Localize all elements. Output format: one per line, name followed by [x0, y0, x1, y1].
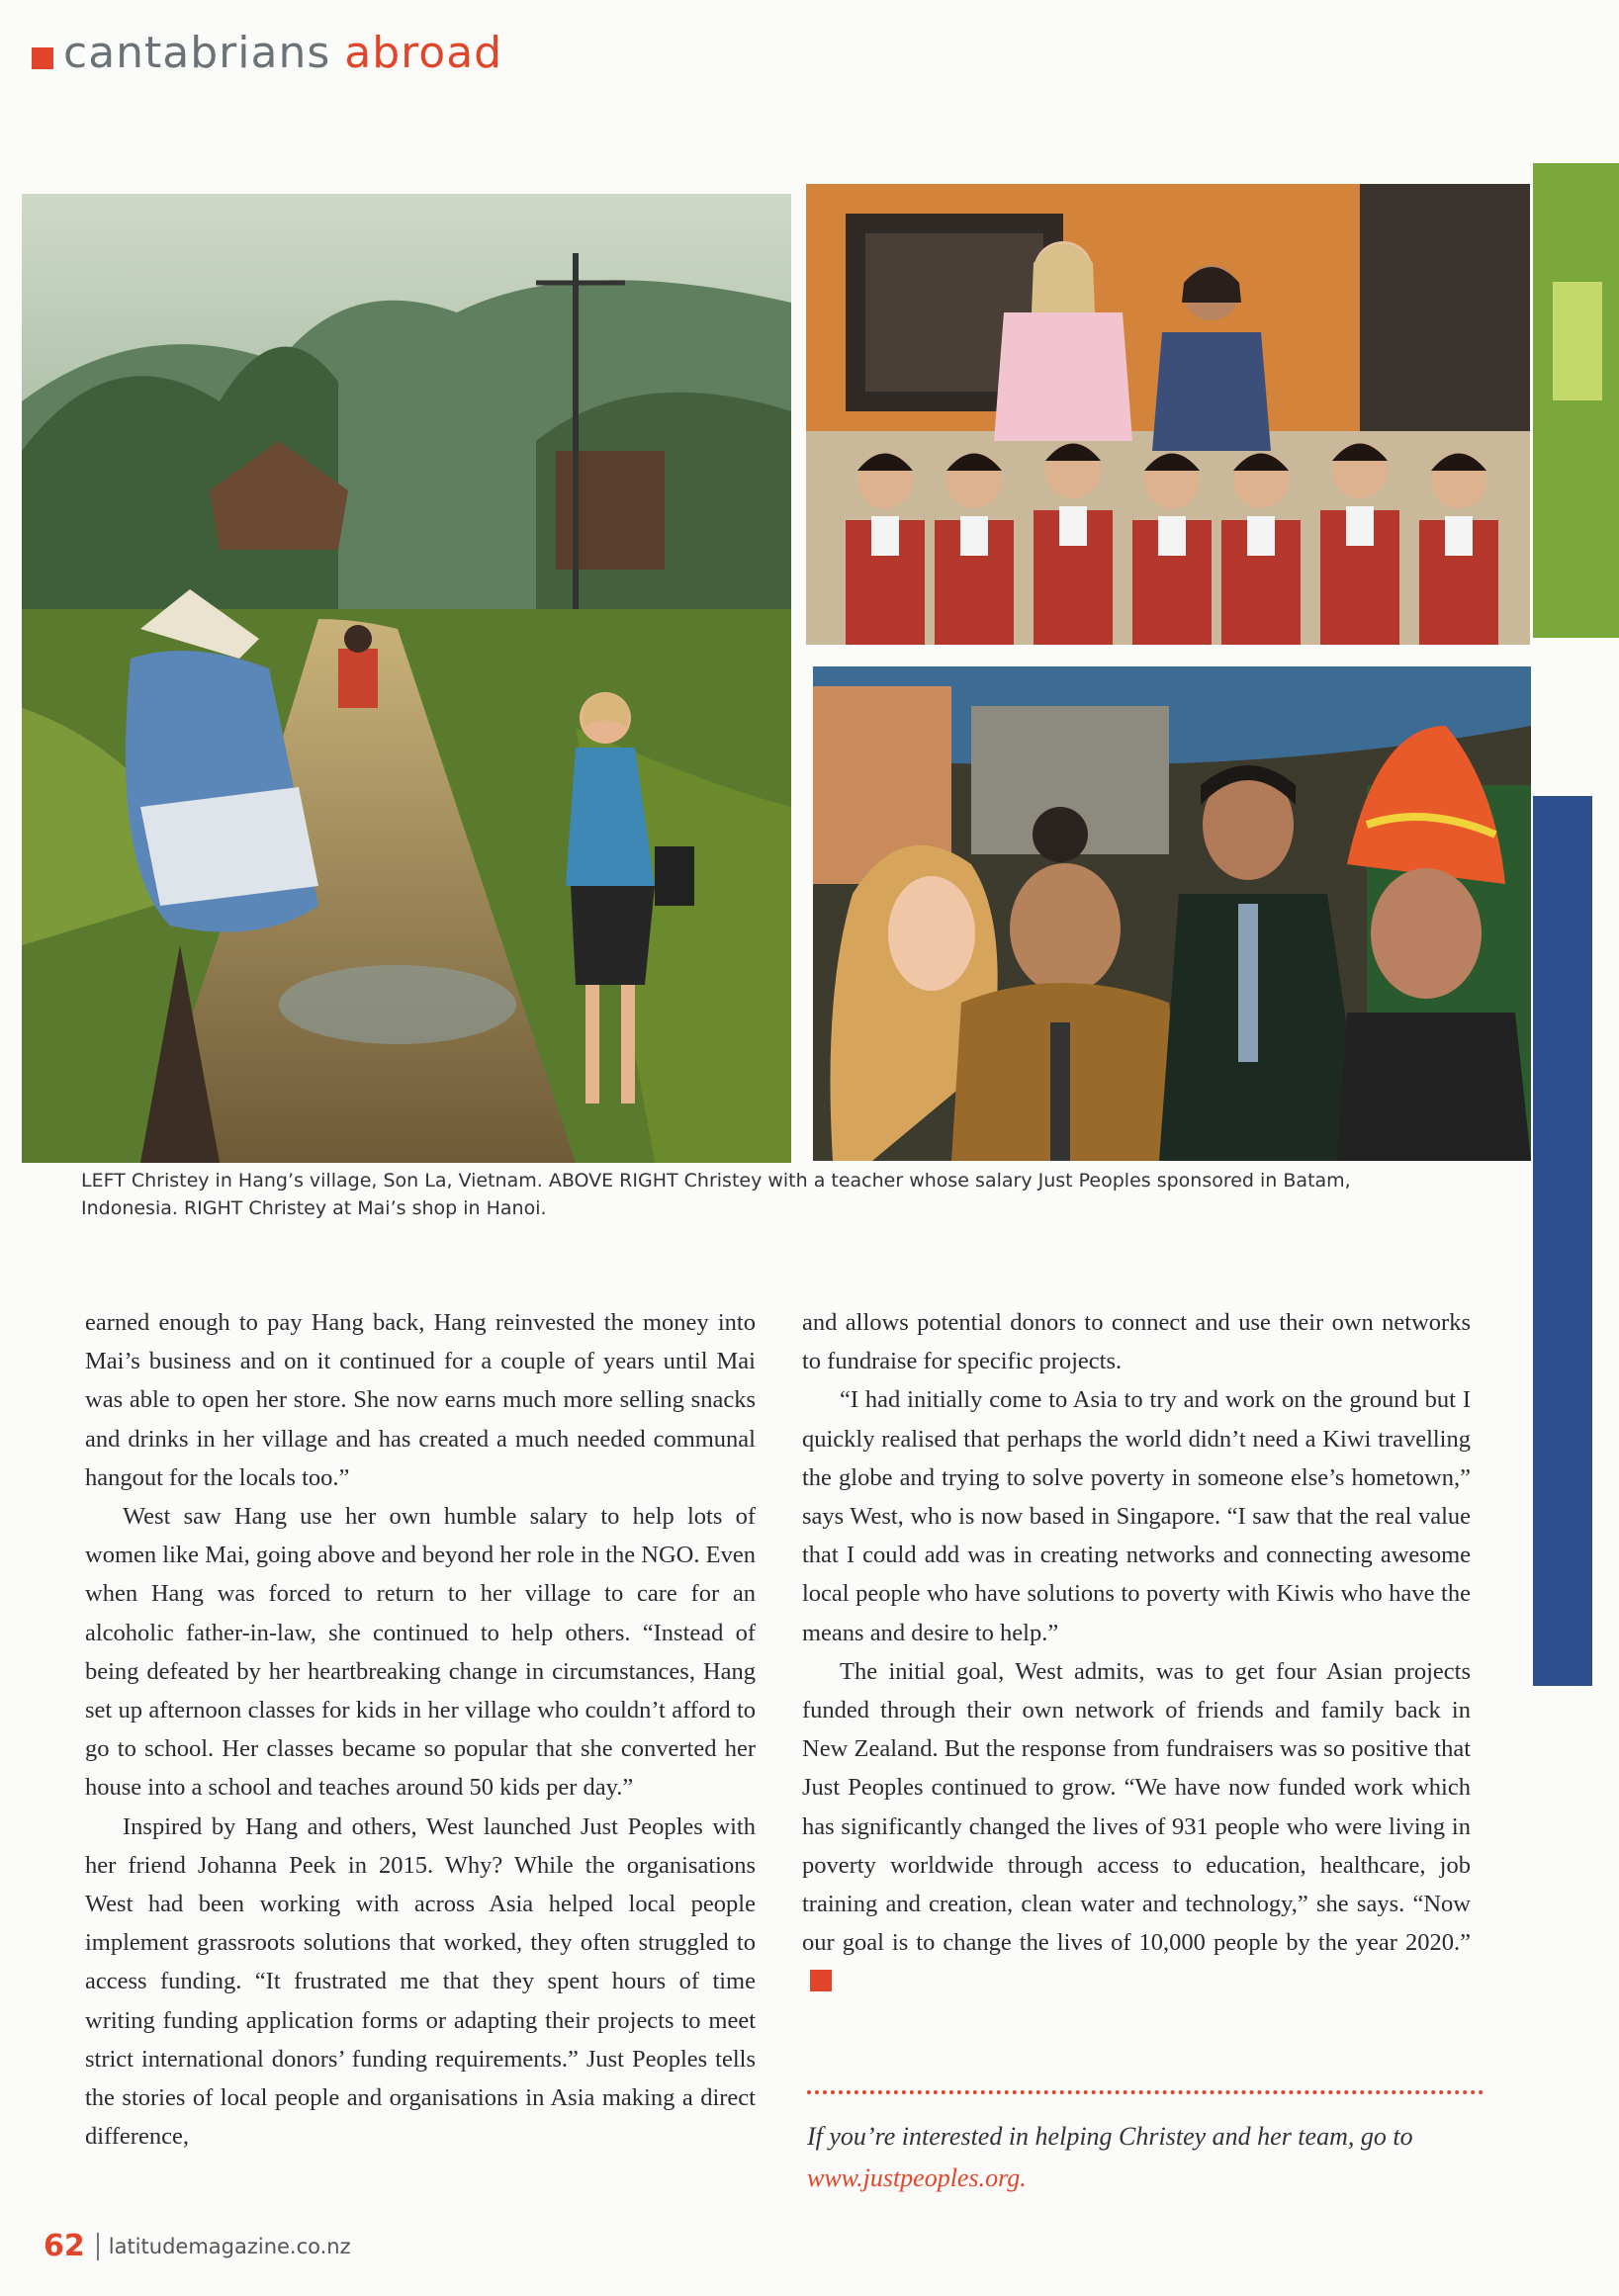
article-paragraph: “I had initially come to Asia to try and work on the ground but I quickly realised that perhaps the world didn’t need a Kiwi travelling the globe and trying to solve poverty in someone else’s hometown,” says West, who is now based in Singapore. “I saw that the real value that I could add was in creating networks and connecting awesome local people who have solutions to poverty with Kiwis who have the means and desire to help.” [802, 1386, 1471, 1646]
section-title-word1: cantabrians [63, 28, 331, 78]
article-column-right [802, 1303, 1471, 2001]
page-number: 62 [44, 2229, 85, 2263]
article-paragraph: West saw Hang use her own humble salary to help lots of women like Mai, going above and beyond her role in the NGO. Even when Hang was forced to return to her village to care for an alcoholic father-in-law, she continued to help others. “Instead of being defeated by her heartbreaking change in circumstances, Hang set up afternoon classes for kids in her village who couldn’t afford to go to school. Her classes became so popular that she converted her house into a school and teaches around 50 kids per day.” [85, 1503, 756, 1802]
article-paragraph: earned enough to pay Hang back, Hang reinvested the money into Mai’s business and on it continued for a couple of years until Mai was able to open her store. She now earns much more selling snacks and drinks in her village and has created a much needed communal hangout for the locals too.” [85, 1309, 756, 1491]
section-header [32, 28, 502, 78]
photo-women-shop [813, 666, 1531, 1161]
footer-divider [97, 2233, 99, 2260]
footnote-link[interactable]: www.justpeoples.org. [807, 2164, 1027, 2192]
section-title-word2: abroad [344, 28, 503, 78]
article-column-left [85, 1303, 756, 2156]
article-paragraph: Inspired by Hang and others, West launched Just Peoples with her friend Johanna Peek in 2015. Why? While the organisations West had been working with across Asia helped local people implement grassroots solutions that worked, they often struggled to access funding. “It frustrated me that they spent hours of time writing funding application forms or adapting their projects to meet strict international donors’ funding requirements.” Just Peoples tells the stories of local people and organisations in Asia making a direct difference, [85, 1812, 756, 2151]
dotted-divider [807, 2090, 1484, 2094]
article-paragraph: and allows potential donors to connect and use their own networks to fundraise for specific projects. [802, 1309, 1471, 1375]
photo-caption: LEFT Christey in Hang’s village, Son La, Vietnam. ABOVE RIGHT Christey with a teacher whose salary Just Peoples sponsored in Batam, Indonesia. RIGHT Christey at Mai’s shop in Hanoi. [81, 1170, 1351, 1219]
article-paragraph-text: The initial goal, West admits, was to get four Asian projects funded through their own network of friends and family back in New Zealand. But the response from fundraisers was so positive that Just Peoples continued to grow. “We have now funded work which has significantly changed the lives of 931 people who were living in poverty worldwide through access to education, healthcare, job training and creation, clean water and technology,” she says. “Now our goal is to change the lives of 10,000 people by the year 2020.” [802, 1657, 1471, 1957]
adjacent-page-edge [1533, 163, 1619, 2141]
footer-site: latitudemagazine.co.nz [108, 2234, 351, 2258]
photo-classroom-children [806, 184, 1530, 645]
footnote [807, 2116, 1489, 2199]
footnote-text: If you’re interested in helping Christey and her team, go to [807, 2122, 1413, 2151]
end-mark-square [810, 1970, 832, 1991]
section-marker-square [32, 47, 53, 69]
page-footer [44, 2229, 351, 2263]
photo-village-road [22, 194, 791, 1163]
article-paragraph [802, 1652, 1471, 2001]
